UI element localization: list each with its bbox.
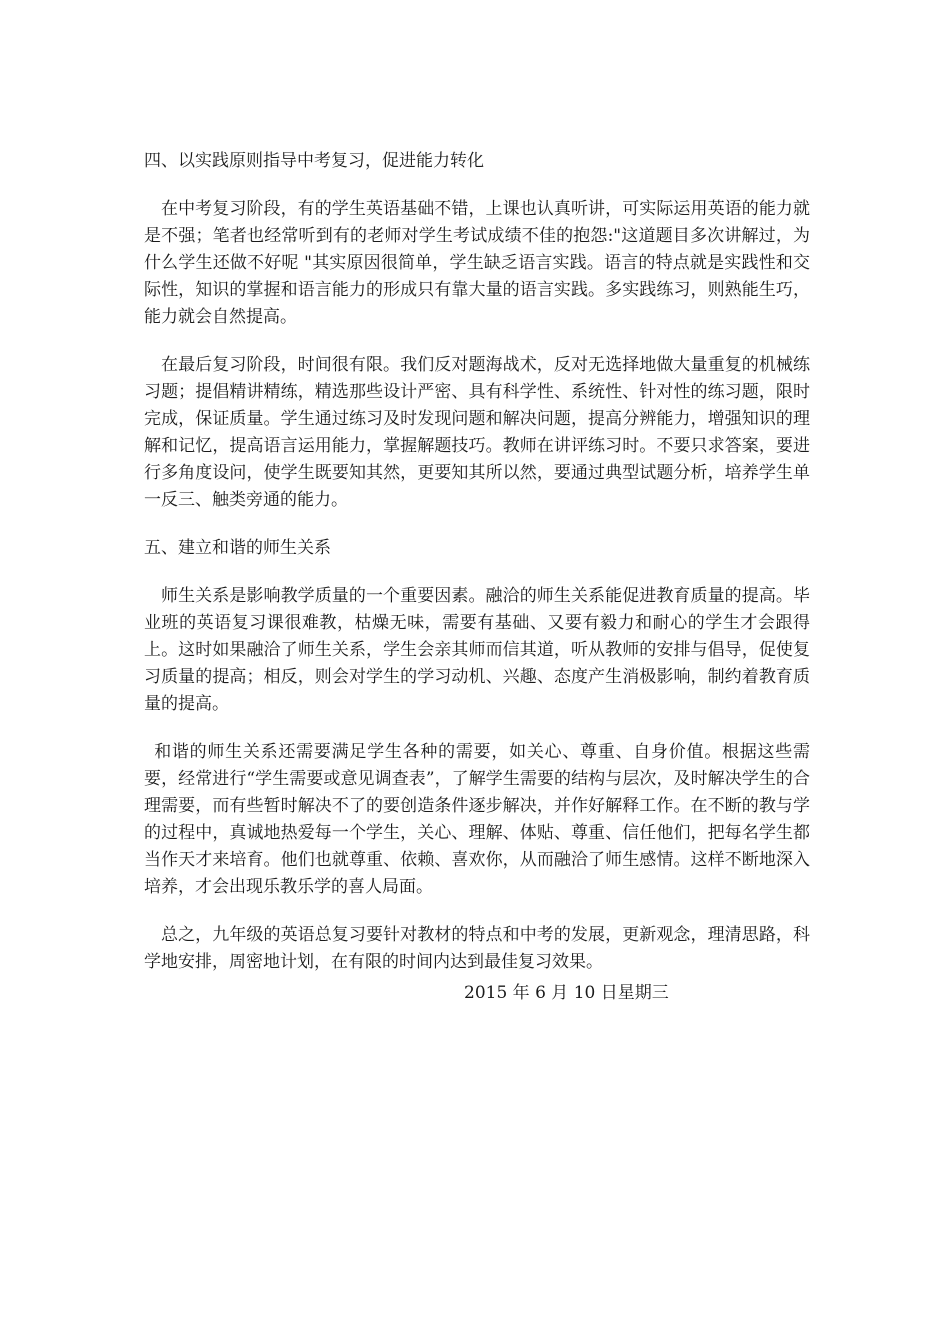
document-date: 2015 年 6 月 10 日星期三 — [464, 983, 669, 1003]
paragraph-conclusion: 总之，九年级的英语总复习要针对教材的特点和中考的发展，更新观念，理清思路，科学地安排，周密地计划，在有限的时间内达到最佳复习效果。 — [144, 925, 810, 972]
section-heading-practice: 四、以实践原则指导中考复习，促进能力转化 — [144, 151, 484, 171]
paragraph-relationship-intro: 师生关系是影响教学质量的一个重要因素。融洽的师生关系能促进教育质量的提高。毕业班的英语复习课很难教，枯燥无味，需要有基础、又要有毅力和耐心的学生才会跟得上。这时如果融洽了师生关系，学生会亲其师而信其道，听从教师的安排与倡导，促使复习质量的提高；相反，则会对学生的学习动机、兴趣、态度产生消极影响，制约着教育质量的提高。 — [144, 586, 810, 714]
document-page — [144, 148, 810, 1007]
paragraph-harmonious-relationship: 和谐的师生关系还需要满足学生各种的需要，如关心、尊重、自身价值。根据这些需要，经常进行“学生需要或意见调查表”，了解学生需要的结构与层次，及时解决学生的合理需要，而有些暂时解决不了的要创造条件逐步解决，并作好解释工作。在不断的教与学的过程中，真诚地热爱每一个学生，关心、理解、体贴、尊重、信任他们，把每名学生都当作天才来培育。他们也就尊重、依赖、喜欢你，从而融洽了师生感情。这样不断地深入培养，才会出现乐教乐学的喜人局面。 — [144, 742, 810, 897]
section-heading-relationship: 五、建立和谐的师生关系 — [144, 538, 331, 558]
paragraph-final-review: 在最后复习阶段，时间很有限。我们反对题海战术，反对无选择地做大量重复的机械练习题；提倡精讲精练，精选那些设计严密、具有科学性、系统性、针对性的练习题，限时完成，保证质量。学生通过练习及时发现问题和解决问题，提高分辨能力，增强知识的理解和记忆，提高语言运用能力，掌握解题技巧。教师在讲评练习时。不要只求答案，要进行多角度设问，使学生既要知其然，更要知其所以然，要通过典型试题分析，培养学生单一反三、触类旁通的能力。 — [144, 355, 810, 510]
paragraph-practice-intro: 在中考复习阶段，有的学生英语基础不错，上课也认真听讲，可实际运用英语的能力就是不强；笔者也经常听到有的老师对学生考试成绩不佳的抱怨:"这道题目多次讲解过，为什么学生还做不好呢 "其实原因很简单，学生缺乏语言实践。语言的特点就是实践性和交际性，知识的掌握和语言能力的形成只有靠大量的语言实践。多实践练习，则熟能生巧，能力就会自然提高。 — [144, 199, 810, 327]
